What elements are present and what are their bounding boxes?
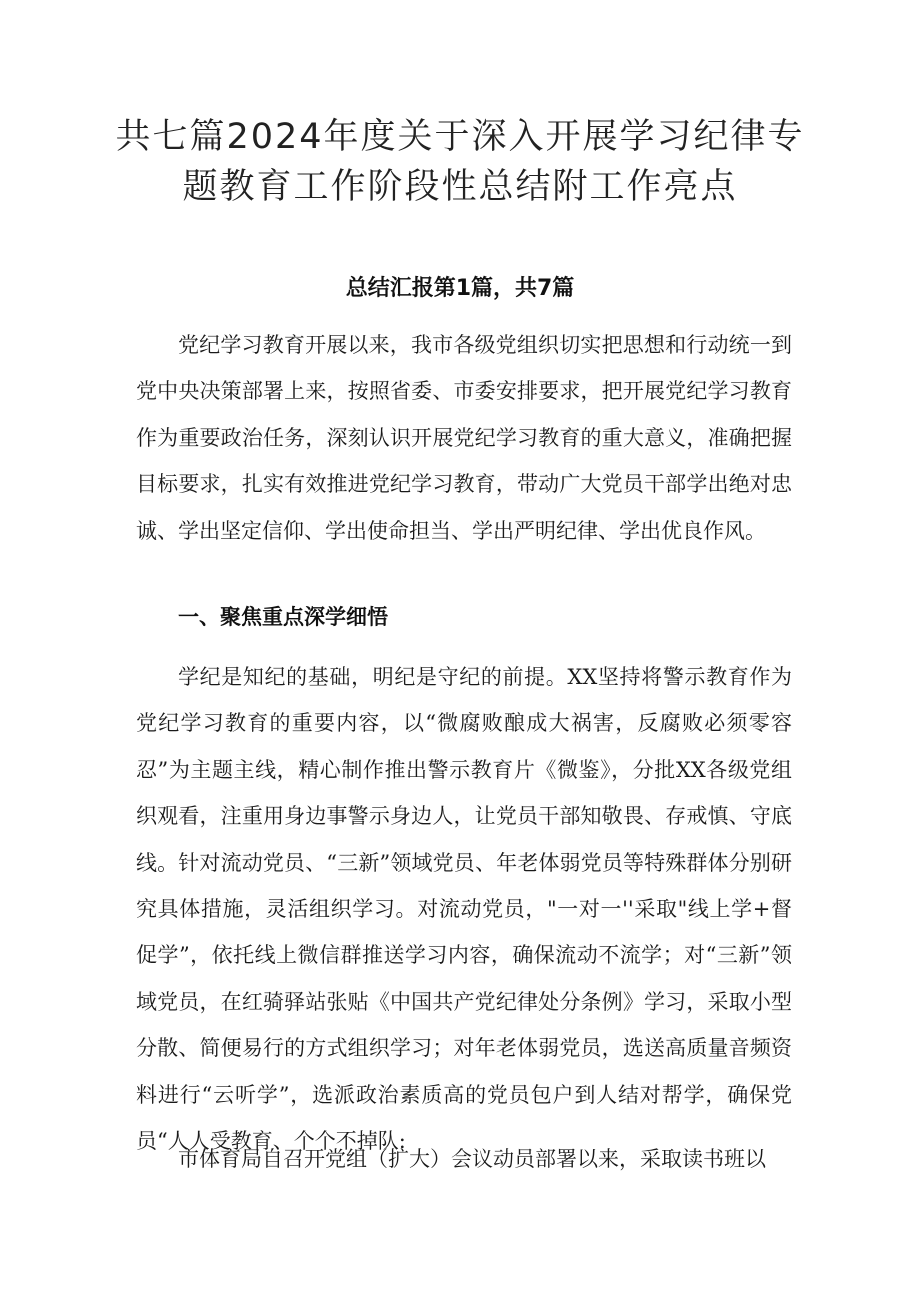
next-paragraph: 市体育局自召开党组（扩大）会议动员部署以来，采取读书班以 <box>178 1147 766 1171</box>
section-paragraph: 学纪是知纪的基础，明纪是守纪的前提。XX坚持将警示教育作为党纪学习教育的重要内容，以“微腐败酿成大祸害，反腐败必须零容忍”为主题主线，精心制作推出警示教育片《微鉴》，分批XX各级党组织观看，注重用身边事警示身边人，让党员干部知敬畏、存戒慎、守底线。针对流动党员、“三新”领域党员、年老体弱党员等特殊群体分别研究具体措施，灵活组织学习。对流动党员，"一对一''采取"线上学+督促学”，依托线上微信群推送学习内容，确保流动不流学；对“三新”领域党员，在红骑驿站张贴《中国共产党纪律处分条例》学习，采取小型分散、简便易行的方式组织学习；对年老体弱党员，选送高质量音频资料进行“云听学”，选派政治素质高的党员包户到人结对帮学，确保党员“人人受教育、个个不掉队: <box>136 665 792 1154</box>
section-heading: 一、聚焦重点深学细悟 <box>178 605 388 629</box>
intro-paragraph: 党纪学习教育开展以来，我市各级党组织切实把思想和行动统一到党中央决策部署上来，按照省委、市委安排要求，把开展党纪学习教育作为重要政治任务，深刻认识开展党纪学习教育的重大意义，准确把握目标要求，扎实有效推进党纪学习教育，带动广大党员干部学出绝对忠诚、学出坚定信仰、学出使命担当、学出严明纪律、学出优良作风。 <box>136 333 792 543</box>
document-subtitle: 总结汇报第1篇，共7篇 <box>345 276 575 301</box>
document-title: 共七篇2024年度关于深入开展学习纪律专题教育工作阶段性总结附工作亮点 <box>115 117 805 207</box>
